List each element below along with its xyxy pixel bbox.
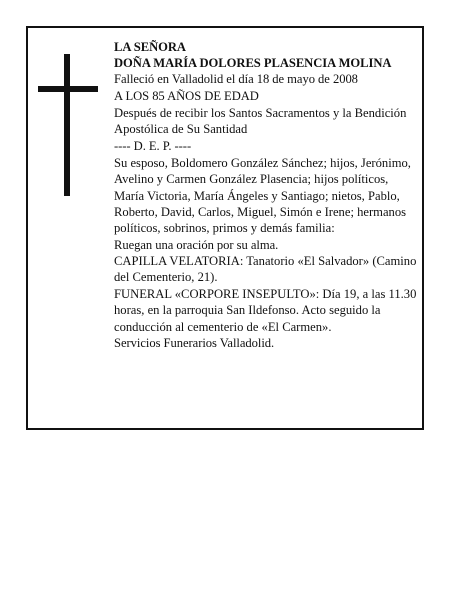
cross-horizontal-bar: [38, 86, 98, 92]
latin-cross-icon: [38, 54, 98, 196]
funeral-services-line: Servicios Funerarios Valladolid.: [114, 336, 275, 351]
wake-paragraph: CAPILLA VELATORIA: Tanatorio «El Salvador» (Camino del Cementerio, 21).: [114, 254, 417, 285]
dep-line: ---- D. E. P. ----: [114, 138, 192, 153]
obituary-text: [114, 39, 420, 351]
family-paragraph: Su esposo, Boldomero González Sánchez; hijos, Jerónimo, Avelino y Carmen González Plasencia; hijos políticos, María Victoria, María Ángeles y Santiago; nietos, Pablo, Roberto, David, Carlos, Miguel, Simón e Irene; hermanos políticos, sobrinos, primos y demás familia:: [114, 155, 411, 236]
age-line: A LOS 85 AÑOS DE EDAD: [114, 88, 259, 103]
cross-vertical-bar: [64, 54, 70, 196]
prayer-line: Ruegan una oración por su alma.: [114, 237, 279, 252]
funeral-paragraph: FUNERAL «CORPORE INSEPULTO»: Día 19, a las 11.30 horas, en la parroquia San Ildefonso. Acto seguido la conducción al cementerio de «El Carmen».: [114, 286, 417, 334]
sacraments-paragraph: Después de recibir los Santos Sacramentos y la Bendición Apostólica de Su Santidad: [114, 105, 407, 137]
notice-title: LA SEÑORA: [114, 40, 186, 54]
death-date-line: Falleció en Valladolid el día 18 de mayo de 2008: [114, 72, 358, 87]
deceased-name: DOÑA MARÍA DOLORES PLASENCIA MOLINA: [114, 56, 392, 71]
